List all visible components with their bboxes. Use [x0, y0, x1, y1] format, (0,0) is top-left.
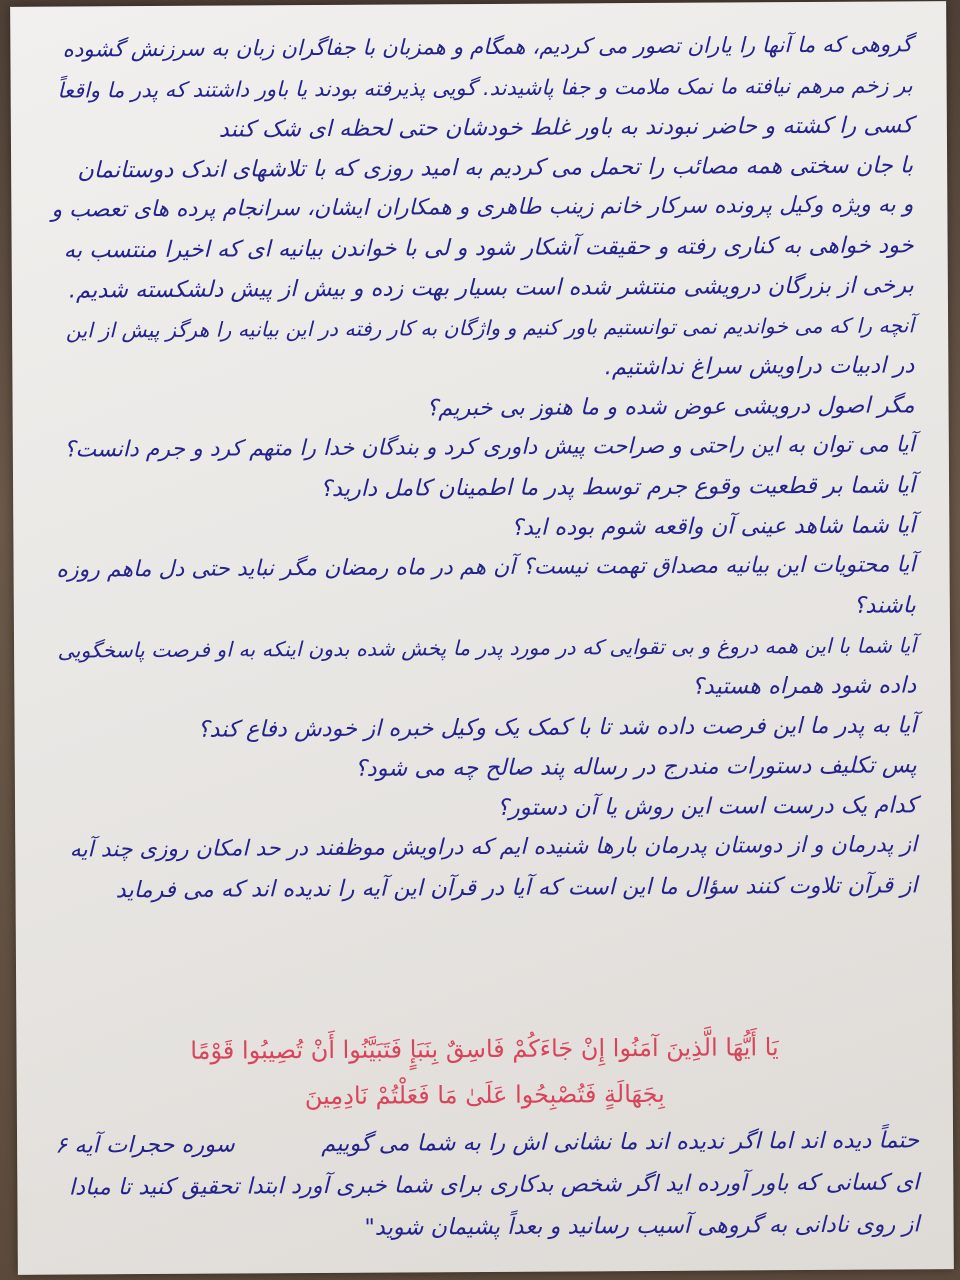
question-line: کدام یک درست است این روش یا آن دستور؟ — [496, 792, 918, 821]
letter-line: از قرآن تلاوت کنند سؤال ما این است که آیا در قرآن این آیه را ندیده اند که می فرماید — [115, 872, 918, 904]
question-line: پس تکلیف دستورات مندرج در رساله پند صالح چه می شود؟ — [354, 752, 917, 782]
translation-line: ای کسانی که باور آورده اید اگر شخص بدکاری برای شما خبری آورد ابتدا تحقیق کنید تا مبادا — [68, 1169, 920, 1201]
letter-line: خود خواهی به کناری رفته و حقیقت آشکار شود و لی با خواندن بیانیه ای که اخیرا منتسب به — [63, 232, 914, 264]
question-line: آیا به پدر ما این فرصت داده شد تا با کمک یک وکیل خبره از خودش دفاع کند؟ — [197, 712, 917, 743]
citation-line — [55, 1119, 919, 1166]
question-line: آیا شما بر قطعیت وقوع جرم توسط پدر ما اطمینان کامل دارید؟ — [319, 472, 916, 502]
letter-line: از پدرمان و از دوستان پدرمان بارها شنیده ایم که دراویش موظفند در حد امکان روزی چند آیه — [69, 832, 918, 863]
letter-line: برخی از بزرگان درویشی منتشر شده است بسیار بهت زده و بیش از پیش دلشکسته شدیم. — [68, 272, 914, 304]
letter-line: در ادبیات دراویش سراغ نداشتیم. — [604, 352, 915, 381]
question-line: داده شود همراه هستید؟ — [691, 672, 917, 700]
verse-line: یَا أَیُّهَا الَّذِینَ آمَنُوا إِنْ جَاءَکُمْ فَاسِقٌ بِنَبَإٍ فَتَبَیَّنُوا أَنْ تُصِیبُوا قَوْمًا — [190, 1033, 779, 1065]
letter-body — [48, 25, 917, 910]
letter-line: آنچه را که می خواندیم نمی توانستیم باور کنیم و واژگان به کار رفته در این بیانیه را هرگز پیش از این — [65, 313, 915, 343]
letter-line: بر زخم مرهم نیافته ما نمک ملامت و جفا پاشیدند. گویی پذیرفته بودند یا باور داشتند که پدر ما واقعاً — [57, 73, 913, 103]
handwritten-letter-page — [10, 1, 954, 1275]
question-line: آیا می توان به این راحتی و صراحت پیش داوری کرد و بندگان خدا را متهم کرد و جرم دانست؟ — [63, 432, 915, 463]
question-line: باشند؟ — [853, 592, 916, 619]
verse-line: بِجَهَالَةٍ فَتُصْبِحُوا عَلَىٰ مَا فَعَلْتُمْ نَادِمِینَ — [304, 1079, 665, 1111]
question-line: آیا شما شاهد عینی آن واقعه شوم بوده اید؟ — [510, 512, 916, 541]
question-line: آیا محتویات این بیانیه مصداق تهمت نیست؟ آن هم در ماه رمضان مگر نباید حتی دل ماهم روزه — [56, 552, 916, 583]
letter-line: و به ویژه وکیل پرونده سرکار خانم زینب طاهری و همکاران ایشان، سرانجام پرده های تعصب و — [51, 192, 914, 223]
surah-reference: سوره حجرات آیه ۶ — [55, 1131, 235, 1159]
citation-text: حتماً دیده اند اما اگر ندیده اند ما نشانی اش را به شما می گوییم — [321, 1127, 920, 1157]
translation-line: از روی نادانی به گروهی آسیب رسانید و بعداً پشیمان شوید" — [364, 1211, 920, 1241]
question-line: آیا شما با این همه دروغ و بی تقوایی که در مورد پدر ما پخش شده بدون اینکه به او فرصت پاسخگویی — [57, 633, 917, 663]
question-line: مگر اصول درویشی عوض شده و ما هنوز بی خبریم؟ — [426, 392, 915, 422]
letter-line: گروهی که ما آنها را یاران تصور می کردیم، همگام و همزبان با جفاگران زبان به سرزنش گشوده — [62, 32, 913, 63]
quran-verse — [76, 1024, 893, 1121]
letter-line: کسی را کشته و حاضر نبودند به باور غلط خودشان حتی لحظه ای شک کنند — [218, 112, 913, 143]
letter-line: با جان سختی همه مصائب را تحمل می کردیم به امید روزی که با تلاشهای اندک دوستانمان — [77, 152, 914, 184]
verse-translation-block — [55, 1119, 920, 1250]
